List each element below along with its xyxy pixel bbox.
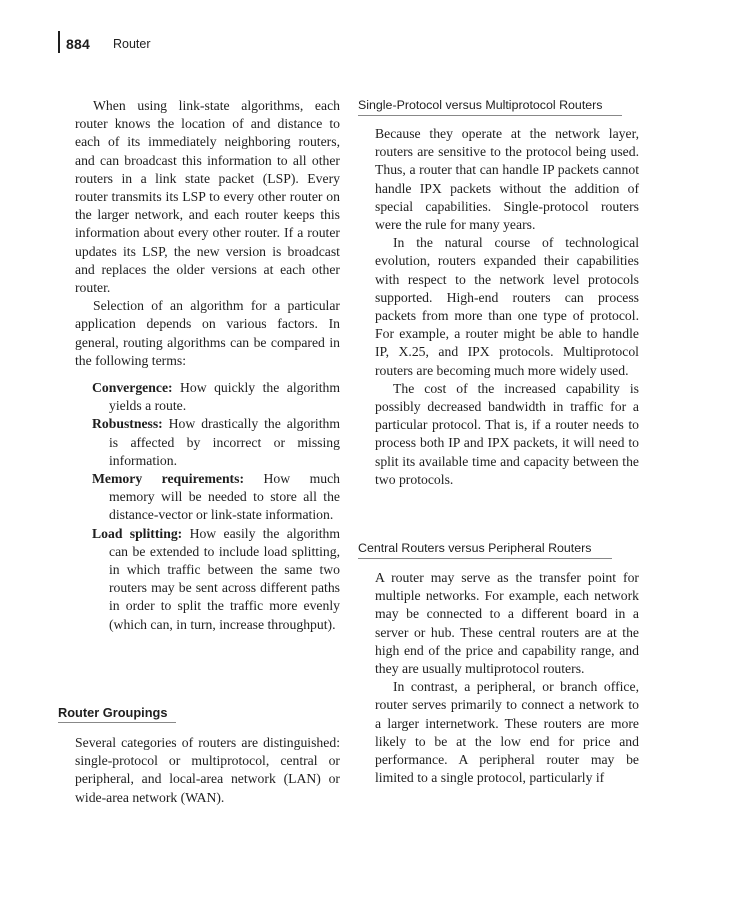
- right-paragraph-5: In contrast, a peripheral, or branch office, router serves primarily to connect a network to a larger internetwork. These routers are more likely to be at the low end for price and performance. A peripheral router may be limited to a single protocol, particularly if: [375, 679, 639, 786]
- section-heading-router-groupings: [58, 705, 167, 720]
- header-bar: [58, 31, 60, 53]
- subheading-text: Central Routers versus Peripheral Routers: [358, 541, 592, 555]
- term-definition: How drastically the algorithm is affected by incorrect or missing information.: [109, 416, 340, 468]
- subheading-central-vs-peripheral: [358, 541, 591, 556]
- term-load-splitting: [75, 525, 340, 634]
- term-label: Robustness:: [92, 416, 163, 432]
- heading-rule: [58, 722, 176, 723]
- left-paragraph-2: Selection of an algorithm for a particular application depends on various factors. In general, routing algorithms can be compared in the following terms:: [75, 298, 340, 368]
- subheading-single-vs-multi: [358, 98, 602, 113]
- heading-rule: [358, 558, 612, 559]
- right-paragraph-3: The cost of the increased capability is possibly decreased bandwidth in traffic for a particular protocol. That is, if a router needs to process both IP and IPX packets, it will need to split its available time and capacity between the two protocols.: [375, 380, 639, 487]
- term-definition: How quickly the algorithm yields a route.: [109, 380, 340, 414]
- left-paragraph-1: When using link-state algorithms, each router knows the location of and distance to each of its immediately neighboring routers, and can broadcast this information to all other routers in a link state packet (LSP). Every router transmits its LSP to every other router on the larger network, and each router keeps this information about every other router. If a router updates its LSP, the new version is broadcast and replaces the older versions at each other router.: [75, 98, 340, 296]
- page-number: 884: [66, 36, 90, 52]
- term-definition: How much memory will be needed to store all the distance-vector or link-state information.: [109, 471, 341, 523]
- term-label: Load splitting:: [92, 525, 183, 541]
- running-title: Router: [113, 37, 151, 51]
- section-heading-text: Router Groupings: [58, 705, 168, 720]
- right-paragraph-2: In the natural course of technological evolution, routers expanded their capabilities with respect to the network level protocols supported. High-end routers can process packets from more than one type of protocol. For example, a router might be able to handle IP, X.25, and IPX protocols. Multiprotocol routers are becoming much more widely used.: [375, 235, 639, 378]
- left-column: [75, 97, 340, 634]
- term-memory: [75, 470, 340, 525]
- right-column-bottom: [375, 569, 639, 787]
- heading-rule: [358, 115, 622, 116]
- term-definition: How easily the algorithm can be extended to include load splitting, in which traffic between the same two routers may be sent across different paths in order to split the traffic more evenly (which can, in turn, increase throughput).: [109, 525, 340, 632]
- left-paragraph-3: Several categories of routers are distinguished: single-protocol or multiprotocol, central or peripheral, and local-area network (LAN) or wide-area network (WAN).: [75, 735, 340, 805]
- term-label: Memory requirements:: [92, 471, 245, 487]
- right-paragraph-4: A router may serve as the transfer point for multiple networks. For example, each network may be connected to a different board in a server or hub. These central routers are at the high end of the price and capability range, and they are usually multiprotocol routers.: [375, 570, 639, 677]
- term-label: Convergence:: [92, 380, 173, 396]
- right-paragraph-1: Because they operate at the network layer, routers are sensitive to the protocol being used. Thus, a router that can handle IP packets cannot handle IPX packets without the addition of special capabilities. Single-protocol routers were the rule for many years.: [375, 126, 639, 233]
- right-column-top: [375, 125, 639, 489]
- term-convergence: [75, 379, 340, 415]
- term-robustness: [75, 415, 340, 470]
- subheading-text: Single-Protocol versus Multiprotocol Routers: [358, 98, 603, 112]
